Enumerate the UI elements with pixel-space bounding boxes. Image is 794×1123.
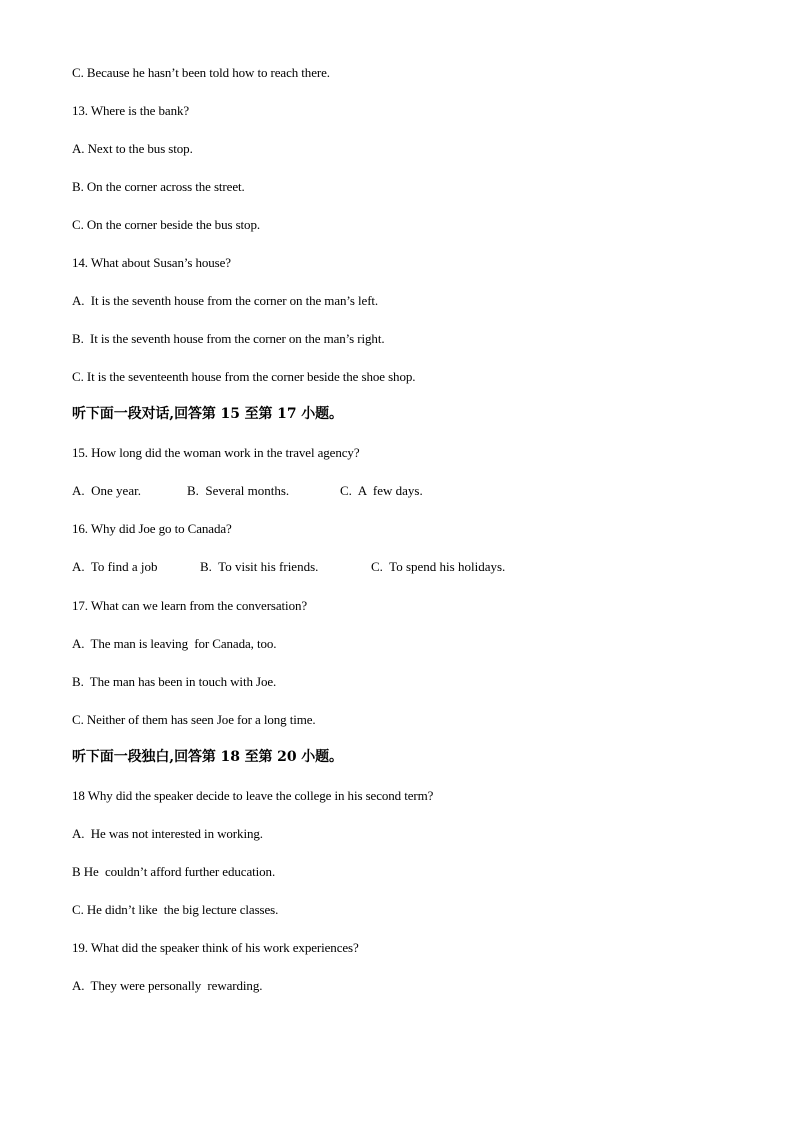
question-18-option-b: B He couldn’t afford further education. xyxy=(72,864,276,879)
question-17-option-c: C. Neither of them has seen Joe for a long time. xyxy=(72,712,316,727)
question-12-option-c: C. Because he hasn’t been told how to reach there. xyxy=(72,65,330,80)
question-19: 19. What did the speaker think of his work experiences? xyxy=(72,940,359,955)
question-18-option-a: A. He was not interested in working. xyxy=(72,826,263,841)
question-13-option-a: A. Next to the bus stop. xyxy=(72,141,193,156)
question-14-option-b: B. It is the seventh house from the corner on the man’s right. xyxy=(72,331,385,346)
question-17-option-a: A. The man is leaving for Canada, too. xyxy=(72,636,277,651)
question-15-option-b: B. Several months. xyxy=(187,483,290,498)
question-15-option-c: C. A few days. xyxy=(340,483,423,498)
question-13-option-b: B. On the corner across the street. xyxy=(72,179,245,194)
question-16-option-c: C. To spend his holidays. xyxy=(371,559,506,574)
question-14-option-a: A. It is the seventh house from the corner on the man’s left. xyxy=(72,293,379,308)
question-16-option-b: B. To visit his friends. xyxy=(200,559,319,574)
question-18: 18 Why did the speaker decide to leave the college in his second term? xyxy=(72,788,434,803)
question-18-option-c: C. He didn’t like the big lecture classes. xyxy=(72,902,279,917)
question-19-option-a: A. They were personally rewarding. xyxy=(72,978,263,993)
question-17-option-b: B. The man has been in touch with Joe. xyxy=(72,674,277,689)
question-16: 16. Why did Joe go to Canada? xyxy=(72,521,232,536)
question-17: 17. What can we learn from the conversation? xyxy=(72,598,308,613)
section-heading-monologue: 听下面一段独白,回答第 18 至第 20 小题。 xyxy=(72,749,343,765)
question-13-option-c: C. On the corner beside the bus stop. xyxy=(72,217,261,232)
question-14: 14. What about Susan’s house? xyxy=(72,255,231,270)
question-14-option-c: C. It is the seventeenth house from the corner beside the shoe shop. xyxy=(72,369,416,384)
section-heading-dialogue: 听下面一段对话,回答第 15 至第 17 小题。 xyxy=(72,406,343,422)
question-15: 15. How long did the woman work in the travel agency? xyxy=(72,445,360,460)
question-16-option-a: A. To find a job xyxy=(72,559,158,574)
question-13: 13. Where is the bank? xyxy=(72,103,190,118)
question-15-option-a: A. One year. xyxy=(72,483,141,498)
